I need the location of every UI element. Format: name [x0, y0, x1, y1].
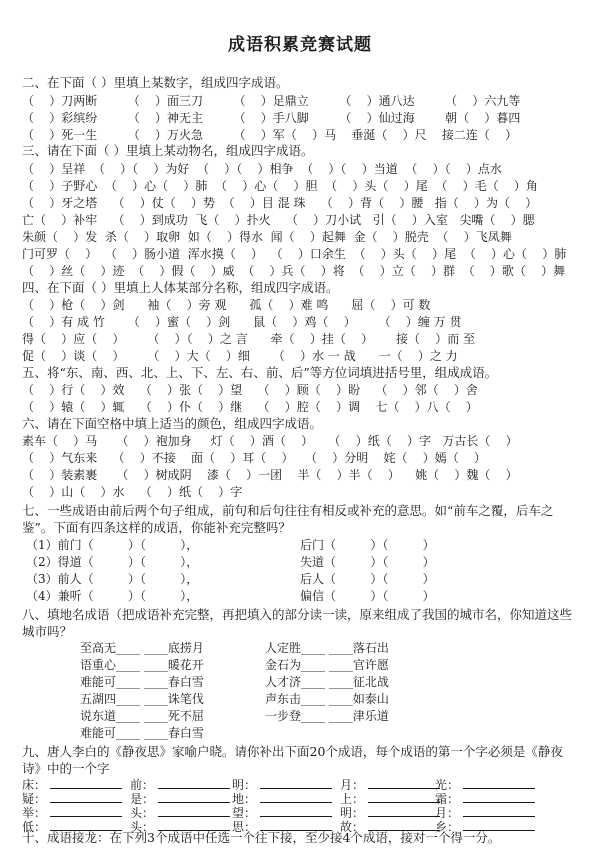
- poem-char-blank: [130, 791, 230, 806]
- section-6-line: 素车（ ）马 （ ）袍加身 灯（ ）酒（ ） （ ）纸（ ）字 万古长（ ）: [22, 434, 518, 448]
- section-3-heading: 三、请在下面（ ）里填上某动物名，组成四字成语。: [22, 143, 314, 158]
- section-7-pair-left: （3）前人（ ）（ ），: [26, 572, 199, 586]
- answer-blank-line[interactable]: [463, 791, 535, 803]
- section-8-item-right: 人才济____ ____征北战: [265, 675, 389, 689]
- section-8-item-left: 难能可____ ____春白雪: [80, 726, 204, 740]
- answer-blank-line[interactable]: [158, 791, 230, 803]
- poem-char-blank: [22, 805, 122, 820]
- section-3-line: （ ）丝（ ）迹 （ ）假（ ）威 （ ）兵（ ）将 （ ）立（ ）群 （ ）歌（ ）舞: [22, 264, 566, 278]
- section-5-heading: 五、将“东、南、西、北、上、下、左、右、前、后”等方位词填进括号里，组成成语。: [22, 365, 498, 380]
- poem-char-blank: [435, 805, 535, 820]
- section-4-line: （ ）有 成 竹 （ ）蜜（ ）剑 鼠（ ）鸡（ ） （ ）缠 万 贯: [22, 315, 462, 329]
- poem-char-label: 是：: [130, 792, 155, 806]
- section-4-line: 得（ ）应（ ） （ ）（ ）之 言 牵（ ）挂（ ） 接（ ）而 至: [22, 332, 476, 346]
- page-title: 成语积累竞赛试题: [228, 35, 372, 55]
- poem-char-label: 头：: [130, 806, 155, 820]
- section-8-heading: 八、填地名成语（把成语补充完整，再把填入的部分读一读，原来组成了我国的城市名，你知道这些城市吗？: [22, 607, 573, 639]
- poem-char-label: 霜：: [435, 792, 460, 806]
- section-8-item-left: 说东道____ ____死不屈: [80, 709, 204, 723]
- section-7-heading: 七、一些成语由前后两个句子组成，前句和后句往往有相反或补充的意思。如“前车之覆，后车之鉴”。下面有四条这样的成语，你能补充完整吗？: [22, 503, 554, 535]
- section-3-line: 亡（ ）补牢 （ ）到成功 飞（ ）扑火 （ ）刀小试 引（ ）入室 尖嘴（ ）腮: [22, 213, 535, 227]
- section-7-pair-right: 偏信（ ）（ ）: [300, 589, 435, 603]
- answer-blank-line[interactable]: [158, 805, 230, 817]
- section-10-heading: 十、成语接龙：在下列3个成语中任选一个往下接，至少接4个成语，接对一个得一分。: [22, 830, 501, 845]
- section-3-line: 门可罗（ ） （ ）肠小道 浑水摸（ ） （ ）口余生 （ ）头（ ）尾 （ ）心（ ）肺: [22, 247, 567, 261]
- section-2-line: （ ）刀两断 （ ）面三刀 （ ）足鼎立 （ ）通八达 （ ）六九等: [22, 94, 521, 108]
- section-5-line: （ ）行（ ）效 （ ）张（ ）望 （ ）顾（ ）盼 （ ）邻（ ）舍: [22, 383, 478, 397]
- poem-char-label: 地：: [232, 792, 257, 806]
- poem-char-label: 头：: [130, 820, 155, 834]
- section-4-line: 促（ ）谈（ ） （ ）大（ ）细 （ ）水 一 战 一（ ）之 力: [22, 349, 458, 363]
- section-8-item-left: 难能可____ ____春白雪: [80, 675, 204, 689]
- poem-char-label: 乡：: [435, 820, 460, 834]
- section-8-item-left: 五湖四____ ____诛笔伐: [80, 692, 204, 706]
- section-6-line: （ ）山（ ）水 （ ）纸（ ）字: [22, 485, 243, 499]
- poem-char-label: 明：: [232, 778, 257, 792]
- poem-char-label: 床：: [22, 778, 47, 792]
- answer-blank-line[interactable]: [260, 777, 332, 789]
- answer-blank-line[interactable]: [50, 805, 122, 817]
- poem-char-blank: [22, 777, 122, 792]
- poem-char-blank: [130, 805, 230, 820]
- section-2-heading: 二、在下面（ ）里填上某数字，组成四字成语。: [22, 75, 289, 90]
- poem-char-label: 明：: [340, 806, 365, 820]
- poem-char-blank: [232, 805, 332, 820]
- section-8-item-right: 一步登____ ____津乐道: [265, 709, 389, 723]
- section-6-line: （ ）装素裹 （ ）树成阴 漆（ ）一团 半（ ）半（ ） 姚（ ）魏（ ）: [22, 468, 518, 482]
- answer-blank-line[interactable]: [50, 791, 122, 803]
- poem-char-blank: [130, 777, 230, 792]
- section-8-item-right: 声东击____ ____如泰山: [265, 692, 389, 706]
- poem-char-label: 疑：: [22, 792, 47, 806]
- poem-char-blank: [435, 791, 535, 806]
- section-4-heading: 四、在下面（ ）里填上人体某部分名称，组成四字成语。: [22, 280, 339, 295]
- section-3-line: （ ）牙之塔 （ ）仗（ ）势 （ ）目 混 珠 （ ）背（ ）腰 指（ ）为（ ）: [22, 196, 538, 210]
- section-4-line: （ ）枪（ ）剑 袖（ ）旁 观 孤（ ）难 鸣 屈（ ）可 数: [22, 298, 431, 312]
- section-7-pair-left: （2）得道（ ）（ ），: [26, 555, 199, 569]
- answer-blank-line[interactable]: [260, 805, 332, 817]
- poem-char-label: 低：: [22, 820, 47, 834]
- section-7-pair-left: （4）兼听（ ）（ ），: [26, 589, 199, 603]
- section-3-line: （ ）呈祥 （ ）（ ）为好 （ ）（ ）相争 （ ）（ ）当道 （ ）（ ）点水: [22, 162, 502, 176]
- poem-char-label: 举：: [22, 806, 47, 820]
- poem-char-blank: [340, 791, 440, 806]
- poem-char-label: 望：: [232, 806, 257, 820]
- section-3-line: （ ）子野心 （ ）心（ ）肺 （ ）心（ ）胆 （ ）头（ ）尾 （ ）毛（ ）角: [22, 179, 538, 193]
- section-2-line: （ ）死一生 （ ）万火急 （ ）军（ ）马 垂涎（ ）尺 接二连（ ）: [22, 128, 518, 142]
- section-7-pair-right: 失道（ ）（ ）: [300, 555, 435, 569]
- section-7-pair-right: 后门（ ）（ ）: [300, 538, 435, 552]
- answer-blank-line[interactable]: [260, 791, 332, 803]
- poem-char-blank: [232, 777, 332, 792]
- answer-blank-line[interactable]: [368, 777, 440, 789]
- section-5-line: （ ）辕（ ）辄 （ ）仆（ ）继 （ ）腔（ ）调 七（ ）八（ ）: [22, 400, 478, 414]
- poem-char-label: 故：: [340, 820, 365, 834]
- poem-char-label: 前：: [130, 778, 155, 792]
- answer-blank-line[interactable]: [463, 777, 535, 789]
- section-6-line: （ ）气东来 （ ）不接 面（ ）耳（ ） （ ）分明 姹（ ）嫣（ ）: [22, 451, 487, 465]
- poem-char-label: 月：: [340, 778, 365, 792]
- section-8-item-left: 至高无____ ____底捞月: [80, 641, 204, 655]
- answer-blank-line[interactable]: [368, 791, 440, 803]
- poem-char-label: 思：: [232, 820, 257, 834]
- answer-blank-line[interactable]: [463, 805, 535, 817]
- poem-char-blank: [435, 777, 535, 792]
- section-3-line: 朱颜（ ）发 杀（ ）取卵 如（ ）得水 闻（ ）起舞 金（ ）脱壳 （ ）飞凤舞: [22, 230, 512, 244]
- poem-char-blank: [232, 791, 332, 806]
- poem-char-blank: [340, 777, 440, 792]
- section-9-heading: 九、唐人李白的《静夜思》家喻户晓。请你补出下面20个成语，每个成语的第一个字必须是《静夜诗》中的一个字: [22, 744, 563, 776]
- section-7-pair-left: （1）前门（ ）（ ），: [26, 538, 199, 552]
- poem-char-blank: [22, 791, 122, 806]
- section-8-item-right: 金石为____ ____官许愿: [265, 658, 389, 672]
- section-8-item-right: 人定胜____ ____落石出: [265, 641, 389, 655]
- section-2-line: （ ）彩缤纷 （ ）神无主 （ ）手八脚 （ ）仙过海 朝（ ）暮四: [22, 111, 521, 125]
- poem-char-label: 光：: [435, 778, 460, 792]
- section-8-item-left: 语重心____ ____暖花开: [80, 658, 204, 672]
- answer-blank-line[interactable]: [368, 805, 440, 817]
- poem-char-label: 上：: [340, 792, 365, 806]
- section-6-heading: 六、请在下面空格中填上适当的颜色，组成四字成语。: [22, 416, 323, 431]
- section-7-pair-right: 后人（ ）（ ）: [300, 572, 435, 586]
- poem-char-label: 月：: [435, 806, 460, 820]
- poem-char-blank: [340, 805, 440, 820]
- answer-blank-line[interactable]: [158, 777, 230, 789]
- answer-blank-line[interactable]: [50, 777, 122, 789]
